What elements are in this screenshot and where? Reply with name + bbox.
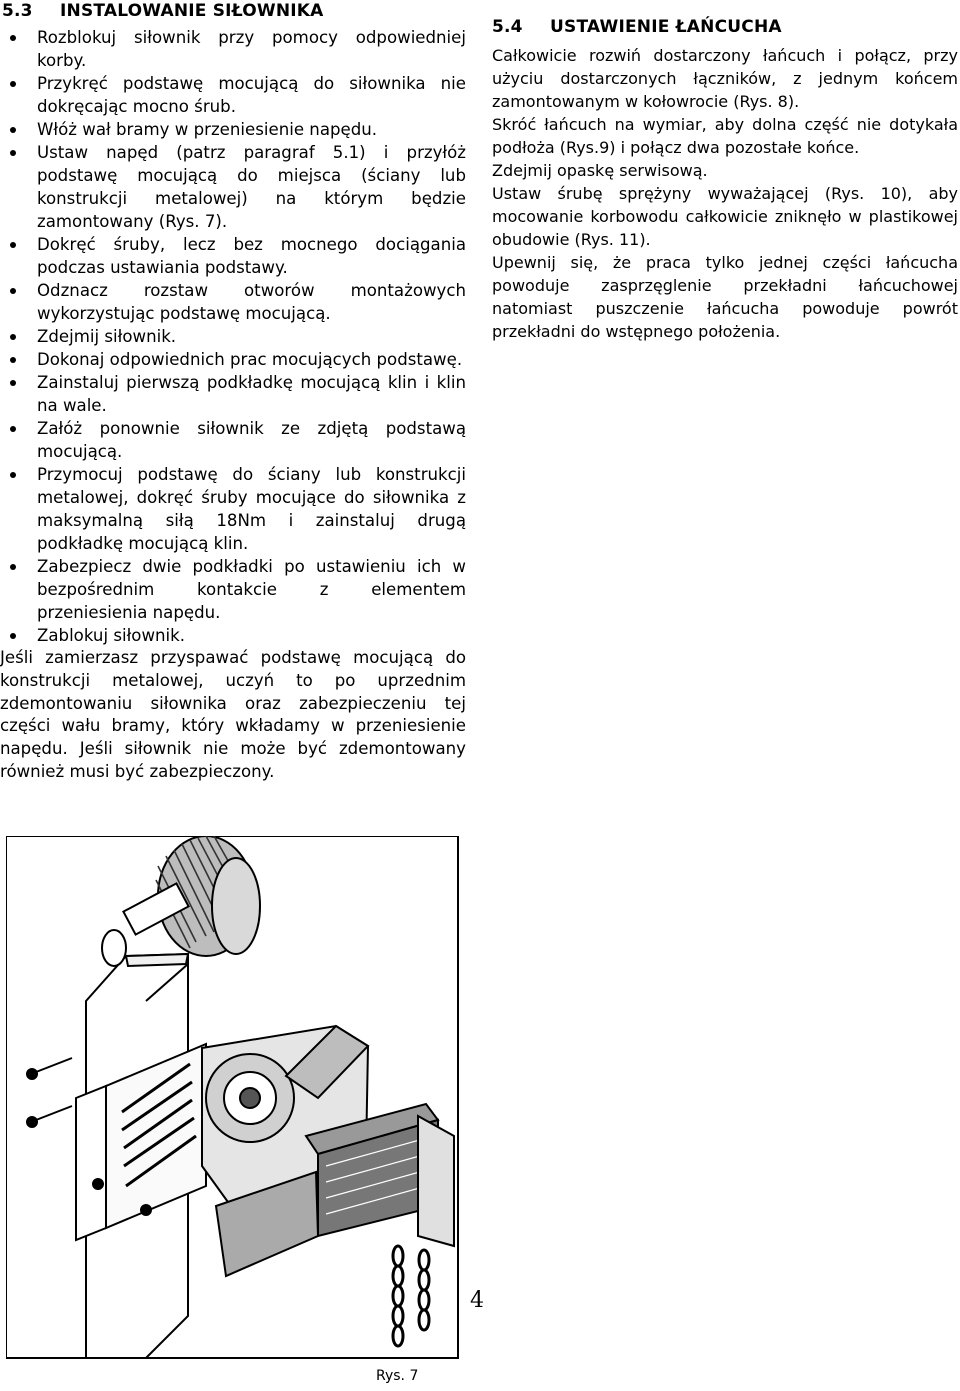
paragraph: Całkowicie rozwiń dostarczony łańcuch i połącz, przy użyciu dostarczonych łączników, z jednym końcem zamontowanym w kołowrocie (Rys. 8). — [492, 46, 958, 111]
section-title: INSTALOWANIE SIŁOWNIKA — [60, 1, 324, 21]
paragraph: Ustaw śrubę sprężyny wyważającej (Rys. 10), aby mocowanie korbowodu całkowicie zniknęło w plastikowej obudowie (Rys. 11). — [492, 184, 958, 249]
list-item: Przykręć podstawę mocującą do siłownika nie dokręcając mocno śrub. — [0, 72, 466, 118]
left-column — [0, 0, 466, 784]
paragraph: Upewnij się, że praca tylko jednej części łańcucha powoduje zasprzęglenie przekładni łańcuchowej natomiast puszczenie łańcucha powoduje powrót przekładni do wstępnego położenia. — [492, 253, 958, 341]
list-item: Załóż ponownie siłownik ze zdjętą podstawą mocującą. — [0, 417, 466, 463]
section-title: USTAWIENIE ŁAŃCUCHA — [550, 17, 782, 37]
list-item: Włóż wał bramy w przeniesienie napędu. — [0, 118, 466, 141]
section-heading-5-3 — [0, 0, 466, 22]
section-number: 5.3 — [2, 1, 33, 21]
list-item: Odznacz rozstaw otworów montażowych wykorzystując podstawę mocującą. — [0, 279, 466, 325]
figure-caption: Rys. 7 — [376, 1368, 419, 1384]
list-item: Zabezpiecz dwie podkładki po ustawieniu ich w bezpośrednim kontakcie z elementem przeniesienia napędu. — [0, 555, 466, 624]
list-item: Dokręć śruby, lecz bez mocnego dociągania podczas ustawiania podstawy. — [0, 233, 466, 279]
list-item: Zainstaluj pierwszą podkładkę mocującą klin i klin na wale. — [0, 371, 466, 417]
right-column — [492, 16, 958, 343]
list-item: Dokonaj odpowiednich prac mocujących podstawę. — [0, 348, 466, 371]
welding-note: Jeśli zamierzasz przyspawać podstawę mocującą do konstrukcji metalowej, uczyń to po uprzednim zdemontowaniu siłownika oraz zabezpieczeniu tej części wału bramy, który wkładamy w przeniesienie napędu. Jeśli siłownik nie może być zdemontowany również musi być zabezpieczony. — [0, 648, 466, 781]
chain-instructions — [492, 44, 958, 343]
paragraph: Zdejmij opaskę serwisową. — [492, 161, 708, 180]
installation-illustration — [6, 836, 460, 1360]
page-number: 4 — [470, 1288, 484, 1313]
installation-steps-list — [0, 26, 466, 647]
list-item: Przymocuj podstawę do ściany lub konstrukcji metalowej, dokręć śruby mocujące do siłownika z maksymalną siłą 18Nm i zainstaluj drugą podkładkę mocującą klin. — [0, 463, 466, 555]
list-item: Zablokuj siłownik. — [0, 624, 466, 647]
paragraph: Skróć łańcuch na wymiar, aby dolna część nie dotykała podłoża (Rys.9) i połącz dwa pozostałe końce. — [492, 115, 958, 157]
list-item: Ustaw napęd (patrz paragraf 5.1) i przyłóż podstawę mocującą do miejsca (ściany lub konstrukcji metalowej) na którym będzie zamontowany (Rys. 7). — [0, 141, 466, 233]
section-number: 5.4 — [492, 17, 523, 37]
section-heading-5-4 — [492, 16, 958, 38]
list-item: Rozblokuj siłownik przy pomocy odpowiedniej korby. — [0, 26, 466, 72]
list-item: Zdejmij siłownik. — [0, 325, 466, 348]
